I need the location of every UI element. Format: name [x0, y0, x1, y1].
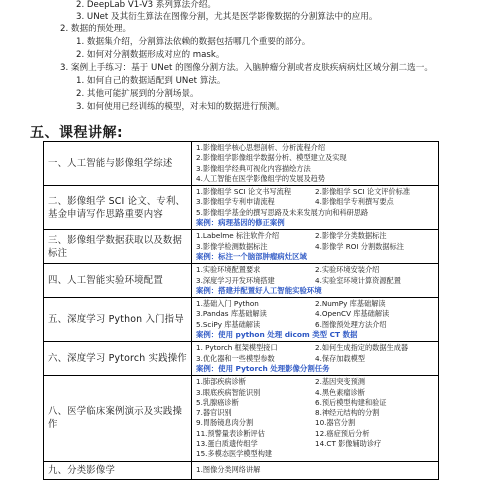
content-item: 4.人工智能在医学影像组学的发展及趋势: [196, 173, 326, 183]
content-item: 3.眼底疾病智能识别: [196, 387, 261, 397]
intro-line: 2. DeepLab V1-V3 系列算法介绍。: [76, 0, 216, 10]
content-item: 8.神经元结构的分割: [315, 408, 380, 418]
content-item: 2.影像组学 SCI 论文评价标准: [315, 187, 411, 197]
content-list: [196, 265, 434, 296]
course-topic: 三、影像组学数据获取以及数据标注: [44, 230, 192, 264]
case-label: 案例：标注一个脑部肿瘤病灶区域: [196, 251, 307, 261]
content-item: 3.影像组学专利申请流程: [196, 197, 275, 207]
course-row: [44, 142, 439, 186]
content-item: 4.OpenCV 库基础解读: [315, 309, 390, 319]
content-item: 4.保存加载模型: [315, 353, 365, 363]
course-topic: 二、影像组学 SCI 论文、专利、基金申请写作思路重要内容: [44, 186, 192, 230]
content-item: 2.实验环境安装介绍: [315, 265, 380, 275]
content-item: 5.乳腺癌诊断: [196, 397, 239, 407]
course-table: [43, 141, 439, 480]
content-list: [196, 377, 434, 459]
content-item: 1.实验环境配置要求: [196, 265, 261, 275]
content-list: [196, 143, 434, 184]
case-label: 案例：病理基因的修正案例: [196, 218, 285, 228]
content-item: 4.实验室环境计算资源配置: [315, 275, 401, 285]
course-content: [192, 298, 439, 342]
content-item: 1.Labelme 标注软件介绍: [196, 231, 280, 241]
content-item: 2.NumPy 库基础解读: [315, 299, 386, 309]
content-item: 3.优化器和一些模型参数: [196, 353, 275, 363]
intro-line: 3. 如何使用已经训练的模型，对未知的数据进行预测。: [76, 102, 285, 112]
content-item: 3.深度学习开发环境搭建: [196, 275, 275, 285]
intro-line: 1. 如何自己的数据适配到 UNet 算法。: [76, 76, 226, 86]
intro-line: 2. 数据的预处理。: [60, 24, 132, 34]
content-item: 1.肺部疾病诊断: [196, 377, 246, 387]
content-item: 14.CT 影像辅助诊疗: [315, 439, 382, 449]
course-row: [44, 461, 439, 479]
content-list: [196, 187, 434, 228]
content-item: 15.多模态医学模型构建: [196, 449, 273, 459]
content-list: [196, 465, 434, 475]
course-topic: 九、分类影像学: [44, 461, 192, 479]
course-content: [192, 230, 439, 264]
intro-line: 2. 如何对分割数据形成对应的 mask。: [76, 50, 225, 60]
case-label: 案例：使用 Pytorch 处理影像分割任务: [196, 363, 330, 373]
case-label: 案例：使用 python 处理 dicom 类型 CT 数据: [196, 330, 358, 340]
course-topic: 一、人工智能与影像组学综述: [44, 142, 192, 186]
case-label: 案例：搭建并配置好人工智能实验环境: [196, 285, 322, 295]
course-topic: 五、深度学习 Python 入门指导: [44, 298, 192, 342]
intro-line: 2. 其他可能扩展到的分割场景。: [76, 89, 199, 99]
intro-line: 1. 数据集介绍，分割算法依赖的数据包括哪几个重要的部分。: [76, 37, 311, 47]
content-item: 13.蛋白质遗传组学: [196, 439, 258, 449]
content-item: 2.如何生成指定的数据生成器: [315, 343, 409, 353]
content-item: 3.Pandas 库基础解读: [196, 309, 267, 319]
course-topic: 六、深度学习 Pytorch 实践操作: [44, 342, 192, 376]
content-list: [196, 299, 434, 340]
content-item: 5.影像组学基金的撰写思路及未来发展方向和科研思路: [196, 207, 369, 217]
content-item: 1.影像组学核心思想剖析、分析流程介绍: [196, 143, 326, 152]
content-item: 2.影像组学影像组学数据分析、模型建立及实现: [196, 153, 347, 163]
content-item: 3.影像学检测数据标注: [196, 241, 268, 251]
content-list: [196, 231, 434, 262]
content-item: 9.胃肠镜息肉分割: [196, 418, 254, 428]
content-item: 7.器官识别: [196, 408, 232, 418]
content-item: 11.预警量表诊断评估: [196, 428, 265, 438]
course-content: [192, 142, 439, 186]
course-content: [192, 461, 439, 479]
intro-line: 3. 案例上手练习：基于 UNet 的图像分割方法。入脑肿瘤分割或者皮肤疾病病灶区域分割二选一。: [60, 63, 433, 73]
intro-line: 3. UNet 及其衍生算法在图像分割，尤其是医学影像数据的分割算法中的应用。: [76, 12, 378, 22]
content-item: 6.预后模型构建和验证: [315, 397, 387, 407]
course-content: [192, 376, 439, 461]
content-item: 2.影像学分类数据标注: [315, 231, 387, 241]
course-row: [44, 264, 439, 298]
content-item: 4.影像组学专利撰写要点: [315, 197, 394, 207]
content-item: 2.基因突变预测: [315, 377, 365, 387]
content-item: 1. Pytorch 框架模型接口: [196, 343, 278, 353]
course-row: [44, 376, 439, 461]
content-list: [196, 343, 434, 374]
course-topic: 四、人工智能实验环境配置: [44, 264, 192, 298]
content-item: 6.图像预处理方法介绍: [315, 319, 387, 329]
course-content: [192, 264, 439, 298]
content-item: 10.器官分割: [315, 418, 356, 428]
content-item: 1.基础入门 Python: [196, 299, 259, 309]
course-row: [44, 342, 439, 376]
course-content: [192, 186, 439, 230]
content-item: 4.影像学 ROI 分割数据标注: [315, 241, 404, 251]
content-item: 5.SciPy 库基础解读: [196, 319, 261, 329]
content-item: 3.影像组学经典可视化内容描绘方法: [196, 163, 311, 173]
course-content: [192, 342, 439, 376]
course-row: [44, 186, 439, 230]
course-row: [44, 230, 439, 264]
course-topic: 八、医学临床案例演示及实践操作: [44, 376, 192, 461]
content-item: 1.影像组学 SCI 论文书写流程: [196, 187, 292, 197]
course-row: [44, 298, 439, 342]
content-item: 12.癌症预后分析: [315, 428, 370, 438]
content-item: 1.图像分类网络讲解: [196, 464, 261, 474]
section-title: 五、课程讲解:: [30, 125, 124, 141]
content-item: 4.黑色素瘤诊断: [315, 387, 365, 397]
